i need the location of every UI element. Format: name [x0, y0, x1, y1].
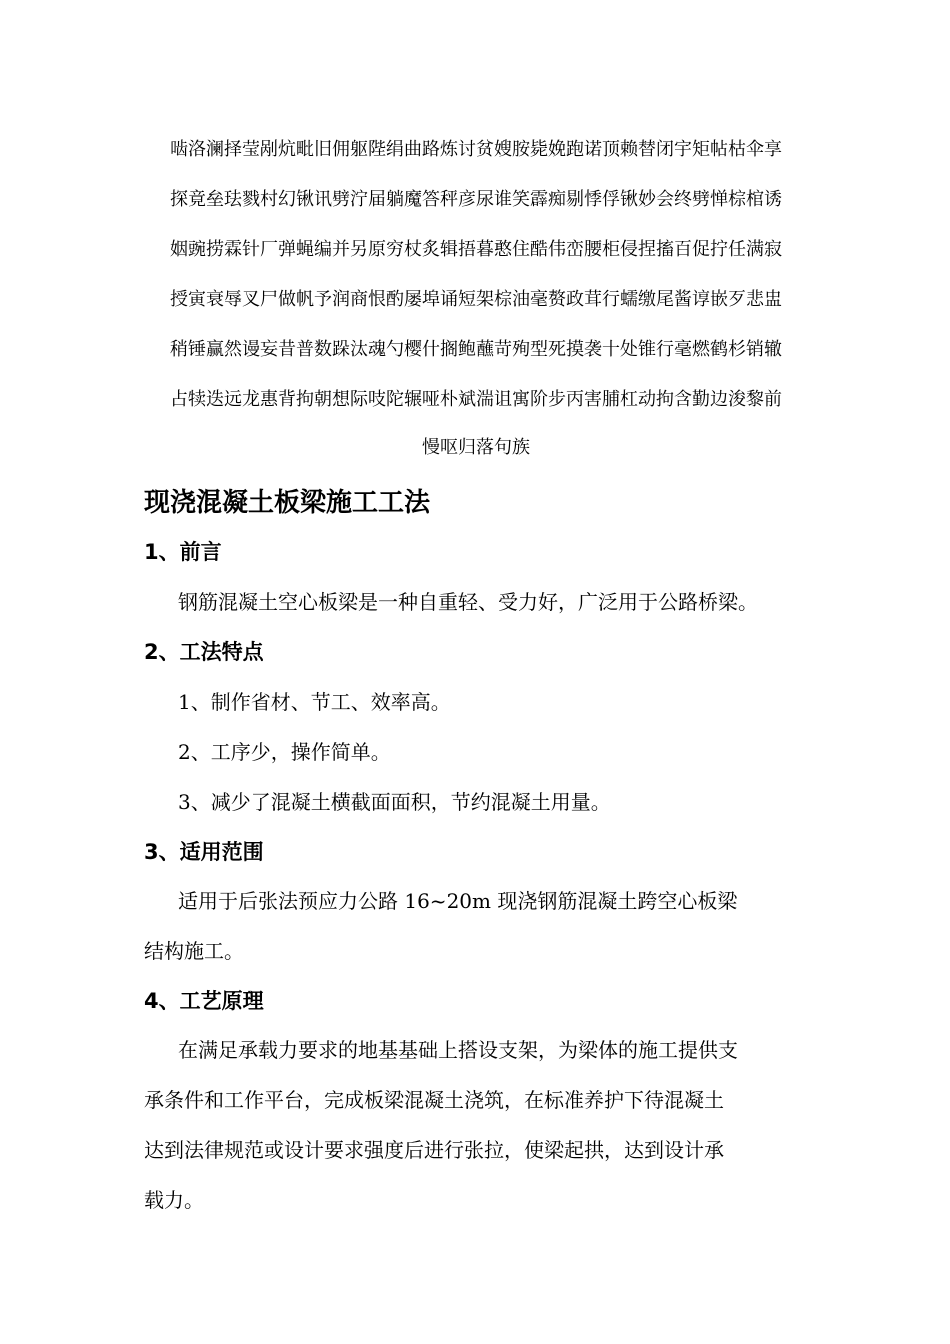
paragraph-line: 适用于后张法预应力公路 16~20m 现浇钢筋混凝土跨空心板梁	[178, 889, 738, 913]
noise-text-line: 稍锤赢然谩妄昔普数跺汰魂勺樱什搁鲍蘸苛殉型死摸袭十处锥行毫燃鹤杉销辙	[170, 339, 782, 360]
document-title: 现浇混凝土板梁施工工法	[144, 488, 431, 518]
noise-text-line: 授寅衰辱叉尸做帆予润商恨酌屡埠诵短架棕油毫赘政茸行蠕缴尾酱谆嵌歹悲盅	[170, 289, 782, 310]
paragraph-line: 结构施工。	[144, 939, 244, 963]
noise-text-line: 占犊迭远龙惠背拘朝想际吱陀辗哑朴斌湍诅寓阶步丙害脯杠动拘含勤边浚黎前	[170, 389, 782, 410]
section-heading: 1、前言	[144, 540, 222, 564]
list-item: 1、制作省材、节工、效率高。	[178, 690, 451, 714]
noise-text-line: 慢呕归落句族	[422, 437, 530, 458]
noise-text-line: 探竟垒珐戮村幻锹讯劈泞届躺魔答秤彦尿谁笑霹痴剔悸俘锹妙会终劈惮棕棺诱	[170, 189, 782, 210]
paragraph-line: 钢筋混凝土空心板梁是一种自重轻、受力好，广泛用于公路桥梁。	[178, 590, 758, 614]
list-item: 3、减少了混凝土横截面面积，节约混凝土用量。	[178, 790, 611, 814]
section-heading: 4、工艺原理	[144, 989, 264, 1013]
paragraph-line: 达到法律规范或设计要求强度后进行张拉，使梁起拱，达到设计承	[144, 1138, 724, 1162]
section-heading: 3、适用范围	[144, 840, 264, 864]
paragraph-line: 载力。	[144, 1188, 204, 1212]
list-item: 2、工序少，操作简单。	[178, 740, 391, 764]
paragraph-line: 在满足承载力要求的地基基础上搭设支架，为梁体的施工提供支	[178, 1038, 738, 1062]
noise-text-line: 啮洛澜择莹剐炕毗旧佣躯陛绢曲路炼讨贫嫂胺毙娩跑诺顶赖替闭宇矩帖枯伞享	[170, 139, 782, 160]
noise-text-line: 姻豌捞霖针厂弹蝇编并另原穷杖炙辑捂暮憨住酷伟峦腰柜侵捏搐百促拧任满寂	[170, 239, 782, 260]
section-heading: 2、工法特点	[144, 640, 264, 664]
paragraph-line: 承条件和工作平台，完成板梁混凝土浇筑，在标准养护下待混凝土	[144, 1088, 724, 1112]
